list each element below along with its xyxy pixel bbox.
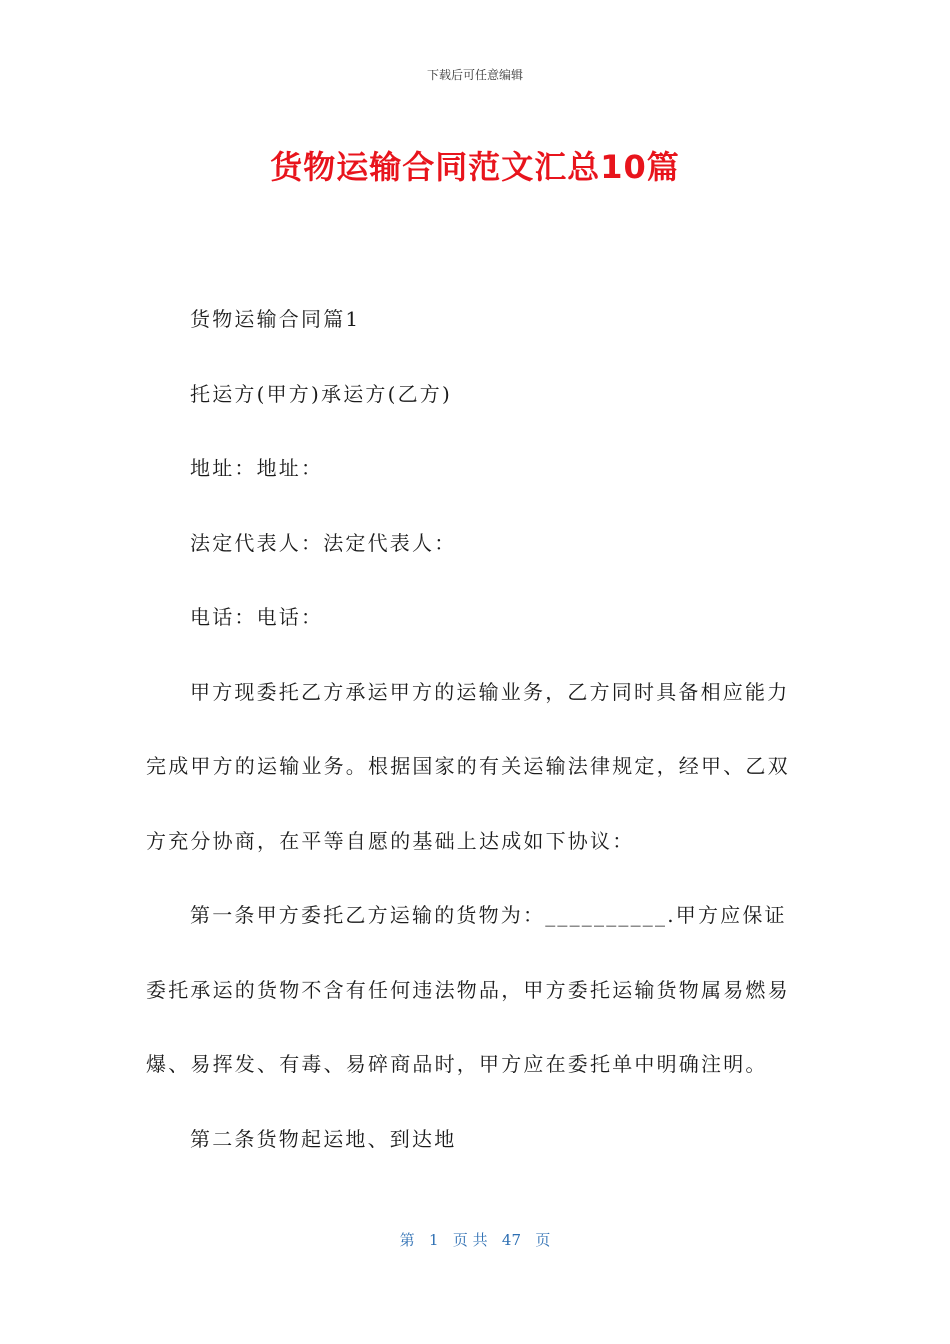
paragraph: 货物运输合同篇1 (190, 307, 361, 331)
paragraph: 甲方现委托乙方承运甲方的运输业务，乙方同时具备相应能力完成甲方的运输业务。根据国家的有关运输法律规定，经甲、乙双方充分协商，在平等自愿的基础上达成如下协议： (146, 679, 790, 853)
paragraph: 法定代表人：法定代表人： (190, 530, 457, 555)
paragraph: 电话：电话： (190, 605, 324, 629)
paragraph: 第二条货物起运地、到达地 (190, 1126, 457, 1151)
header-note: 下载后可任意编辑 (426, 68, 523, 82)
page-number: 1 (428, 1231, 439, 1249)
page-label-middle: 页 共 (452, 1231, 488, 1249)
page-label-prefix: 第 (399, 1231, 415, 1249)
paragraph: 地址：地址： (190, 456, 324, 480)
paragraph: 托运方(甲方)承运方(乙方) (190, 381, 453, 406)
page-footer (0, 1229, 950, 1250)
page-label-suffix: 页 (535, 1231, 551, 1249)
total-pages: 47 (501, 1231, 522, 1249)
document-title: 货物运输合同范文汇总10篇 (270, 148, 680, 186)
paragraph: 第一条甲方委托乙方运输的货物为：__________.甲方应保证委托承运的货物不含有任何违法物品，甲方委托运输货物属易燃易爆、易挥发、有毒、易碎商品时，甲方应在委托单中明确注明。 (146, 903, 790, 1076)
document-body (146, 282, 806, 1176)
